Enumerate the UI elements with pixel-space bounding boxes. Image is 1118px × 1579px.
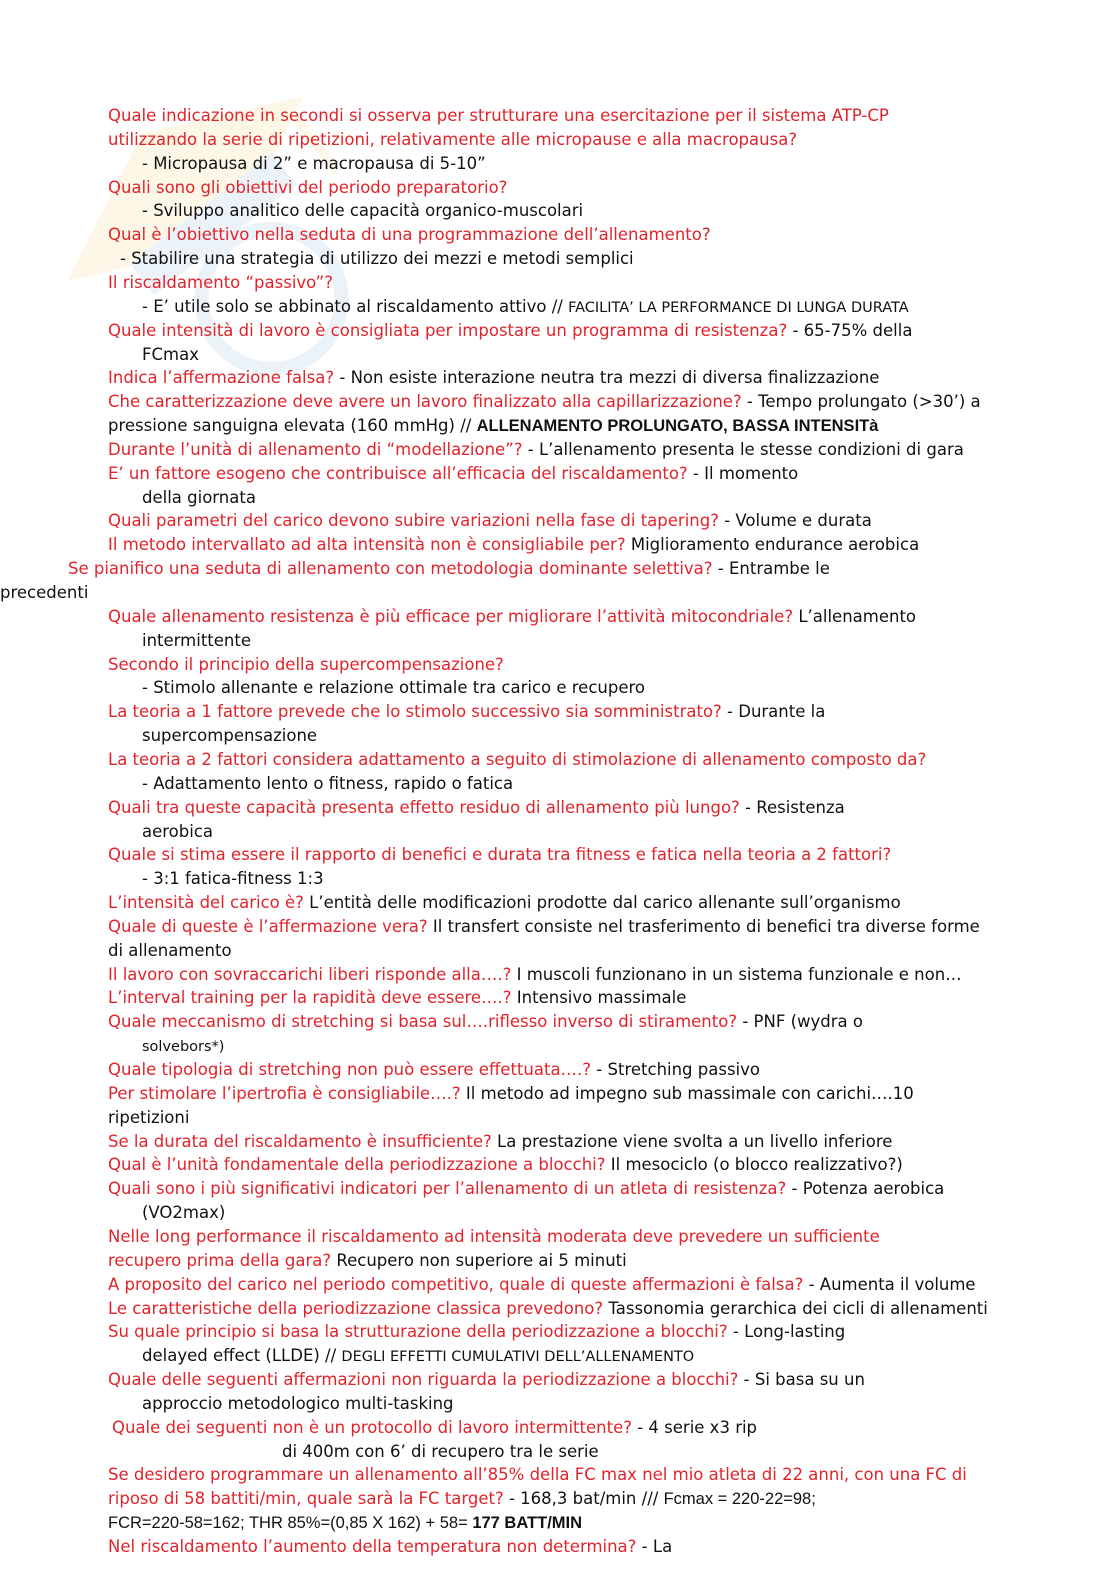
answer-text: - Durante la: [721, 702, 826, 721]
question-text: E’ un fattore esogeno che contribuisce all’efficacia del riscaldamento?: [108, 464, 688, 483]
question-text: recupero prima della gara?: [108, 1251, 332, 1270]
text-line: [108, 700, 825, 724]
text-line: [108, 1273, 976, 1297]
answer-text: - L’allenamento presenta le stesse condizioni di gara: [522, 440, 964, 459]
answer-text: di allenamento: [108, 941, 232, 960]
text-line: [108, 1082, 914, 1106]
answer-text: - 4 serie x3 rip: [631, 1418, 758, 1437]
answer-text: - 168,3 bat/min ///: [503, 1489, 664, 1508]
text-line: [108, 963, 962, 987]
answer-text: FCmax: [142, 345, 199, 364]
answer-text: - Tempo prolungato (>30’) a: [741, 392, 981, 411]
question-text: Se pianifico una seduta di allenamento con metodologia dominante selettiva?: [68, 559, 713, 578]
answer-text: solvebors*): [142, 1039, 225, 1055]
answer-text: - Long-lasting: [727, 1322, 846, 1341]
question-text: L’intensità del carico è?: [108, 893, 304, 912]
text-line: [142, 199, 583, 223]
answer-text: - Si basa su un: [738, 1370, 865, 1389]
answer-text: di 400m con 6’ di recupero tra le serie: [282, 1442, 599, 1461]
question-text: Quale di queste è l’affermazione vera?: [108, 917, 428, 936]
text-line: [108, 1297, 988, 1321]
text-line: [142, 867, 324, 891]
text-line: [108, 1010, 863, 1034]
text-line: [108, 891, 901, 915]
text-line: [142, 1392, 454, 1416]
answer-text: - Aumenta il volume: [803, 1275, 976, 1294]
answer-text: supercompensazione: [142, 726, 318, 745]
question-text: Qual è l’obiettivo nella seduta di una programmazione dell’allenamento?: [108, 225, 711, 244]
answer-text: - Il momento: [687, 464, 799, 483]
text-line: [108, 1487, 816, 1511]
answer-text: - PNF (wydra o: [737, 1012, 863, 1031]
text-line: [142, 820, 213, 844]
text-line: [142, 295, 909, 320]
question-text: Quale si stima essere il rapporto di benefici e durata tra fitness e fatica nella teoria a 2 fattori?: [108, 845, 892, 864]
answer-text: - Stimolo allenante e relazione ottimale tra carico e recupero: [142, 678, 645, 697]
text-line: [142, 1034, 224, 1059]
answer-text: - E’ utile solo se abbinato al riscaldamento attivo //: [142, 297, 569, 316]
answer-text: L’entità delle modificazioni prodotte dal carico allenante sull’organismo: [303, 893, 901, 912]
answer-text: - Resistenza: [739, 798, 845, 817]
question-text: Le caratteristiche della periodizzazione classica prevedono?: [108, 1299, 604, 1318]
text-line: [142, 772, 513, 796]
text-line: [108, 748, 926, 772]
question-text: Il lavoro con sovraccarichi liberi risponde alla….?: [108, 965, 512, 984]
question-text: Indica l’affermazione falsa?: [108, 368, 335, 387]
answer-text: 177 BATT/MIN: [472, 1514, 583, 1532]
text-line: [108, 104, 889, 128]
answer-text: Recupero non superiore ai 5 minuti: [331, 1251, 627, 1270]
question-text: Se la durata del riscaldamento è insufficiente?: [108, 1132, 492, 1151]
answer-text: Miglioramento endurance aerobica: [625, 535, 920, 554]
text-line: [108, 1177, 944, 1201]
answer-text: precedenti: [0, 583, 89, 602]
question-text: Quale tipologia di stretching non può essere effettuata….?: [108, 1060, 592, 1079]
text-line: [108, 462, 798, 486]
text-line: [108, 843, 891, 867]
question-text: Quale delle seguenti affermazioni non riguarda la periodizzazione a blocchi?: [108, 1370, 739, 1389]
answer-text: - Potenza aerobica: [786, 1179, 945, 1198]
text-line: [142, 1201, 225, 1225]
text-line: [108, 366, 879, 390]
answer-text: - 3:1 fatica-fitness 1:3: [142, 869, 324, 888]
answer-text: FCR=220-58=162; THR 85%=(0,85 X 162) + 58=: [108, 1514, 473, 1532]
question-text: Quali tra queste capacità presenta effetto residuo di allenamento più lungo?: [108, 798, 740, 817]
text-line: [142, 343, 199, 367]
answer-text: - Stabilire una strategia di utilizzo dei mezzi e metodi semplici: [120, 249, 634, 268]
question-text: Quali sono i più significativi indicatori per l’allenamento di un atleta di resistenza?: [108, 1179, 787, 1198]
answer-text: Intensivo massimale: [511, 988, 687, 1007]
text-line: [108, 319, 912, 343]
text-line: [108, 605, 916, 629]
question-text: Se desidero programmare un allenamento all’85% della FC max nel mio atleta di 22 anni, con una FC di: [108, 1465, 967, 1484]
answer-text: Il metodo ad impegno sub massimale con carichi….10: [460, 1084, 914, 1103]
text-line: [108, 1153, 903, 1177]
text-line: [108, 1058, 760, 1082]
answer-text: Fcmax = 220-22=98;: [663, 1490, 816, 1508]
text-line: [112, 1416, 757, 1440]
question-text: Secondo il principio della supercompensazione?: [108, 655, 504, 674]
text-line: [108, 438, 964, 462]
question-text: Quali parametri del carico devono subire variazioni nella fase di tapering?: [108, 511, 719, 530]
answer-text: - 65-75% della: [787, 321, 913, 340]
question-text: Su quale principio si basa la strutturazione della periodizzazione a blocchi?: [108, 1322, 728, 1341]
question-text: riposo di 58 battiti/min, quale sarà la FC target?: [108, 1489, 504, 1508]
answer-text: pressione sanguigna elevata (160 mmHg) //: [108, 416, 477, 435]
answer-text: I muscoli funzionano in un sistema funzionale e non…: [511, 965, 962, 984]
text-line: [108, 939, 232, 963]
text-line: [142, 486, 256, 510]
text-line: [108, 1106, 189, 1130]
answer-text: - Volume e durata: [718, 511, 872, 530]
answer-text: Il transfert consiste nel trasferimento di benefici tra diverse forme: [427, 917, 980, 936]
text-line: [120, 247, 634, 271]
question-text: Quale allenamento resistenza è più efficace per migliorare l’attività mitocondriale?: [108, 607, 794, 626]
text-line: [0, 581, 88, 605]
text-line: [282, 1440, 599, 1464]
text-line: [108, 1511, 582, 1535]
question-text: Il riscaldamento “passivo”?: [108, 273, 333, 292]
answer-text: - Micropausa di 2” e macropausa di 5-10”: [142, 154, 486, 173]
answer-text: - Adattamento lento o fitness, rapido o fatica: [142, 774, 514, 793]
question-text: Che caratterizzazione deve avere un lavoro finalizzato alla capillarizzazione?: [108, 392, 742, 411]
text-line: [108, 1463, 967, 1487]
text-line: [108, 223, 711, 247]
question-text: Il metodo intervallato ad alta intensità non è consigliabile per?: [108, 535, 626, 554]
answer-text: aerobica: [142, 822, 214, 841]
text-line: [108, 533, 919, 557]
text-line: [68, 557, 830, 581]
text-line: [108, 1320, 845, 1344]
question-text: Quale indicazione in secondi si osserva per strutturare una esercitazione per il sistema ATP-CP: [108, 106, 889, 125]
text-line: [108, 128, 797, 152]
answer-text: La prestazione viene svolta a un livello inferiore: [491, 1132, 893, 1151]
text-line: [108, 1249, 627, 1273]
text-line: [108, 1130, 892, 1154]
text-line: [108, 414, 878, 438]
text-line: [142, 1344, 694, 1369]
answer-text: approccio metodologico multi-tasking: [142, 1394, 454, 1413]
answer-text: - Stretching passivo: [591, 1060, 761, 1079]
answer-text: ALLENAMENTO PROLUNGATO, BASSA INTENSITà: [476, 417, 879, 435]
question-text: La teoria a 2 fattori considera adattamento a seguito di stimolazione di allenamento composto da?: [108, 750, 927, 769]
text-line: [108, 915, 980, 939]
text-line: [108, 1225, 880, 1249]
question-text: Per stimolare l’ipertrofia è consigliabile….?: [108, 1084, 461, 1103]
text-line: [108, 176, 507, 200]
text-line: [108, 1368, 865, 1392]
text-line: [108, 271, 333, 295]
answer-text: - Non esiste interazione neutra tra mezzi di diversa finalizzazione: [334, 368, 880, 387]
text-line: [108, 390, 981, 414]
text-line: [142, 724, 317, 748]
question-text: Nel riscaldamento l’aumento della temperatura non determina?: [108, 1537, 637, 1556]
answer-text: della giornata: [142, 488, 256, 507]
question-text: La teoria a 1 fattore prevede che lo stimolo successivo sia somministrato?: [108, 702, 722, 721]
text-line: [142, 676, 645, 700]
answer-text: ripetizioni: [108, 1108, 190, 1127]
question-text: Qual è l’unità fondamentale della periodizzazione a blocchi?: [108, 1155, 606, 1174]
question-text: utilizzando la serie di ripetizioni, relativamente alle micropause e alla macropausa?: [108, 130, 798, 149]
text-line: [108, 986, 686, 1010]
answer-text: intermittente: [142, 631, 251, 650]
question-text: A proposito del carico nel periodo competitivo, quale di queste affermazioni è falsa?: [108, 1275, 804, 1294]
answer-text: - Entrambe le: [712, 559, 830, 578]
text-line: [142, 152, 486, 176]
question-text: Quale intensità di lavoro è consigliata per impostare un programma di resistenza?: [108, 321, 788, 340]
text-line: [108, 796, 845, 820]
answer-text: (VO2max): [142, 1203, 226, 1222]
question-text: L’interval training per la rapidità deve essere….?: [108, 988, 512, 1007]
text-line: [108, 653, 504, 677]
answer-text: L’allenamento: [793, 607, 917, 626]
question-text: Quale meccanismo di stretching si basa sul….riflesso inverso di stiramento?: [108, 1012, 738, 1031]
answer-text: Tassonomia gerarchica dei cicli di allenamenti: [603, 1299, 988, 1318]
answer-text: Il mesociclo (o blocco realizzativo?): [605, 1155, 903, 1174]
question-text: Quale dei seguenti non è un protocollo di lavoro intermittente?: [112, 1418, 632, 1437]
text-line: [142, 629, 251, 653]
text-line: [108, 509, 872, 533]
answer-text: - Sviluppo analitico delle capacità organico-muscolari: [142, 201, 584, 220]
question-text: Nelle long performance il riscaldamento ad intensità moderata deve prevedere un sufficiente: [108, 1227, 880, 1246]
question-text: Durante l’unità di allenamento di “modellazione”?: [108, 440, 523, 459]
answer-text: delayed effect (LLDE) //: [142, 1346, 342, 1365]
answer-text: DEGLI EFFETTI CUMULATIVI DELL’ALLENAMENTO: [341, 1349, 695, 1365]
answer-text: FACILITA’ LA PERFORMANCE DI LUNGA DURATA: [568, 300, 909, 316]
text-line: [108, 1535, 672, 1559]
answer-text: - La: [636, 1537, 673, 1556]
question-text: Quali sono gli obiettivi del periodo preparatorio?: [108, 178, 508, 197]
